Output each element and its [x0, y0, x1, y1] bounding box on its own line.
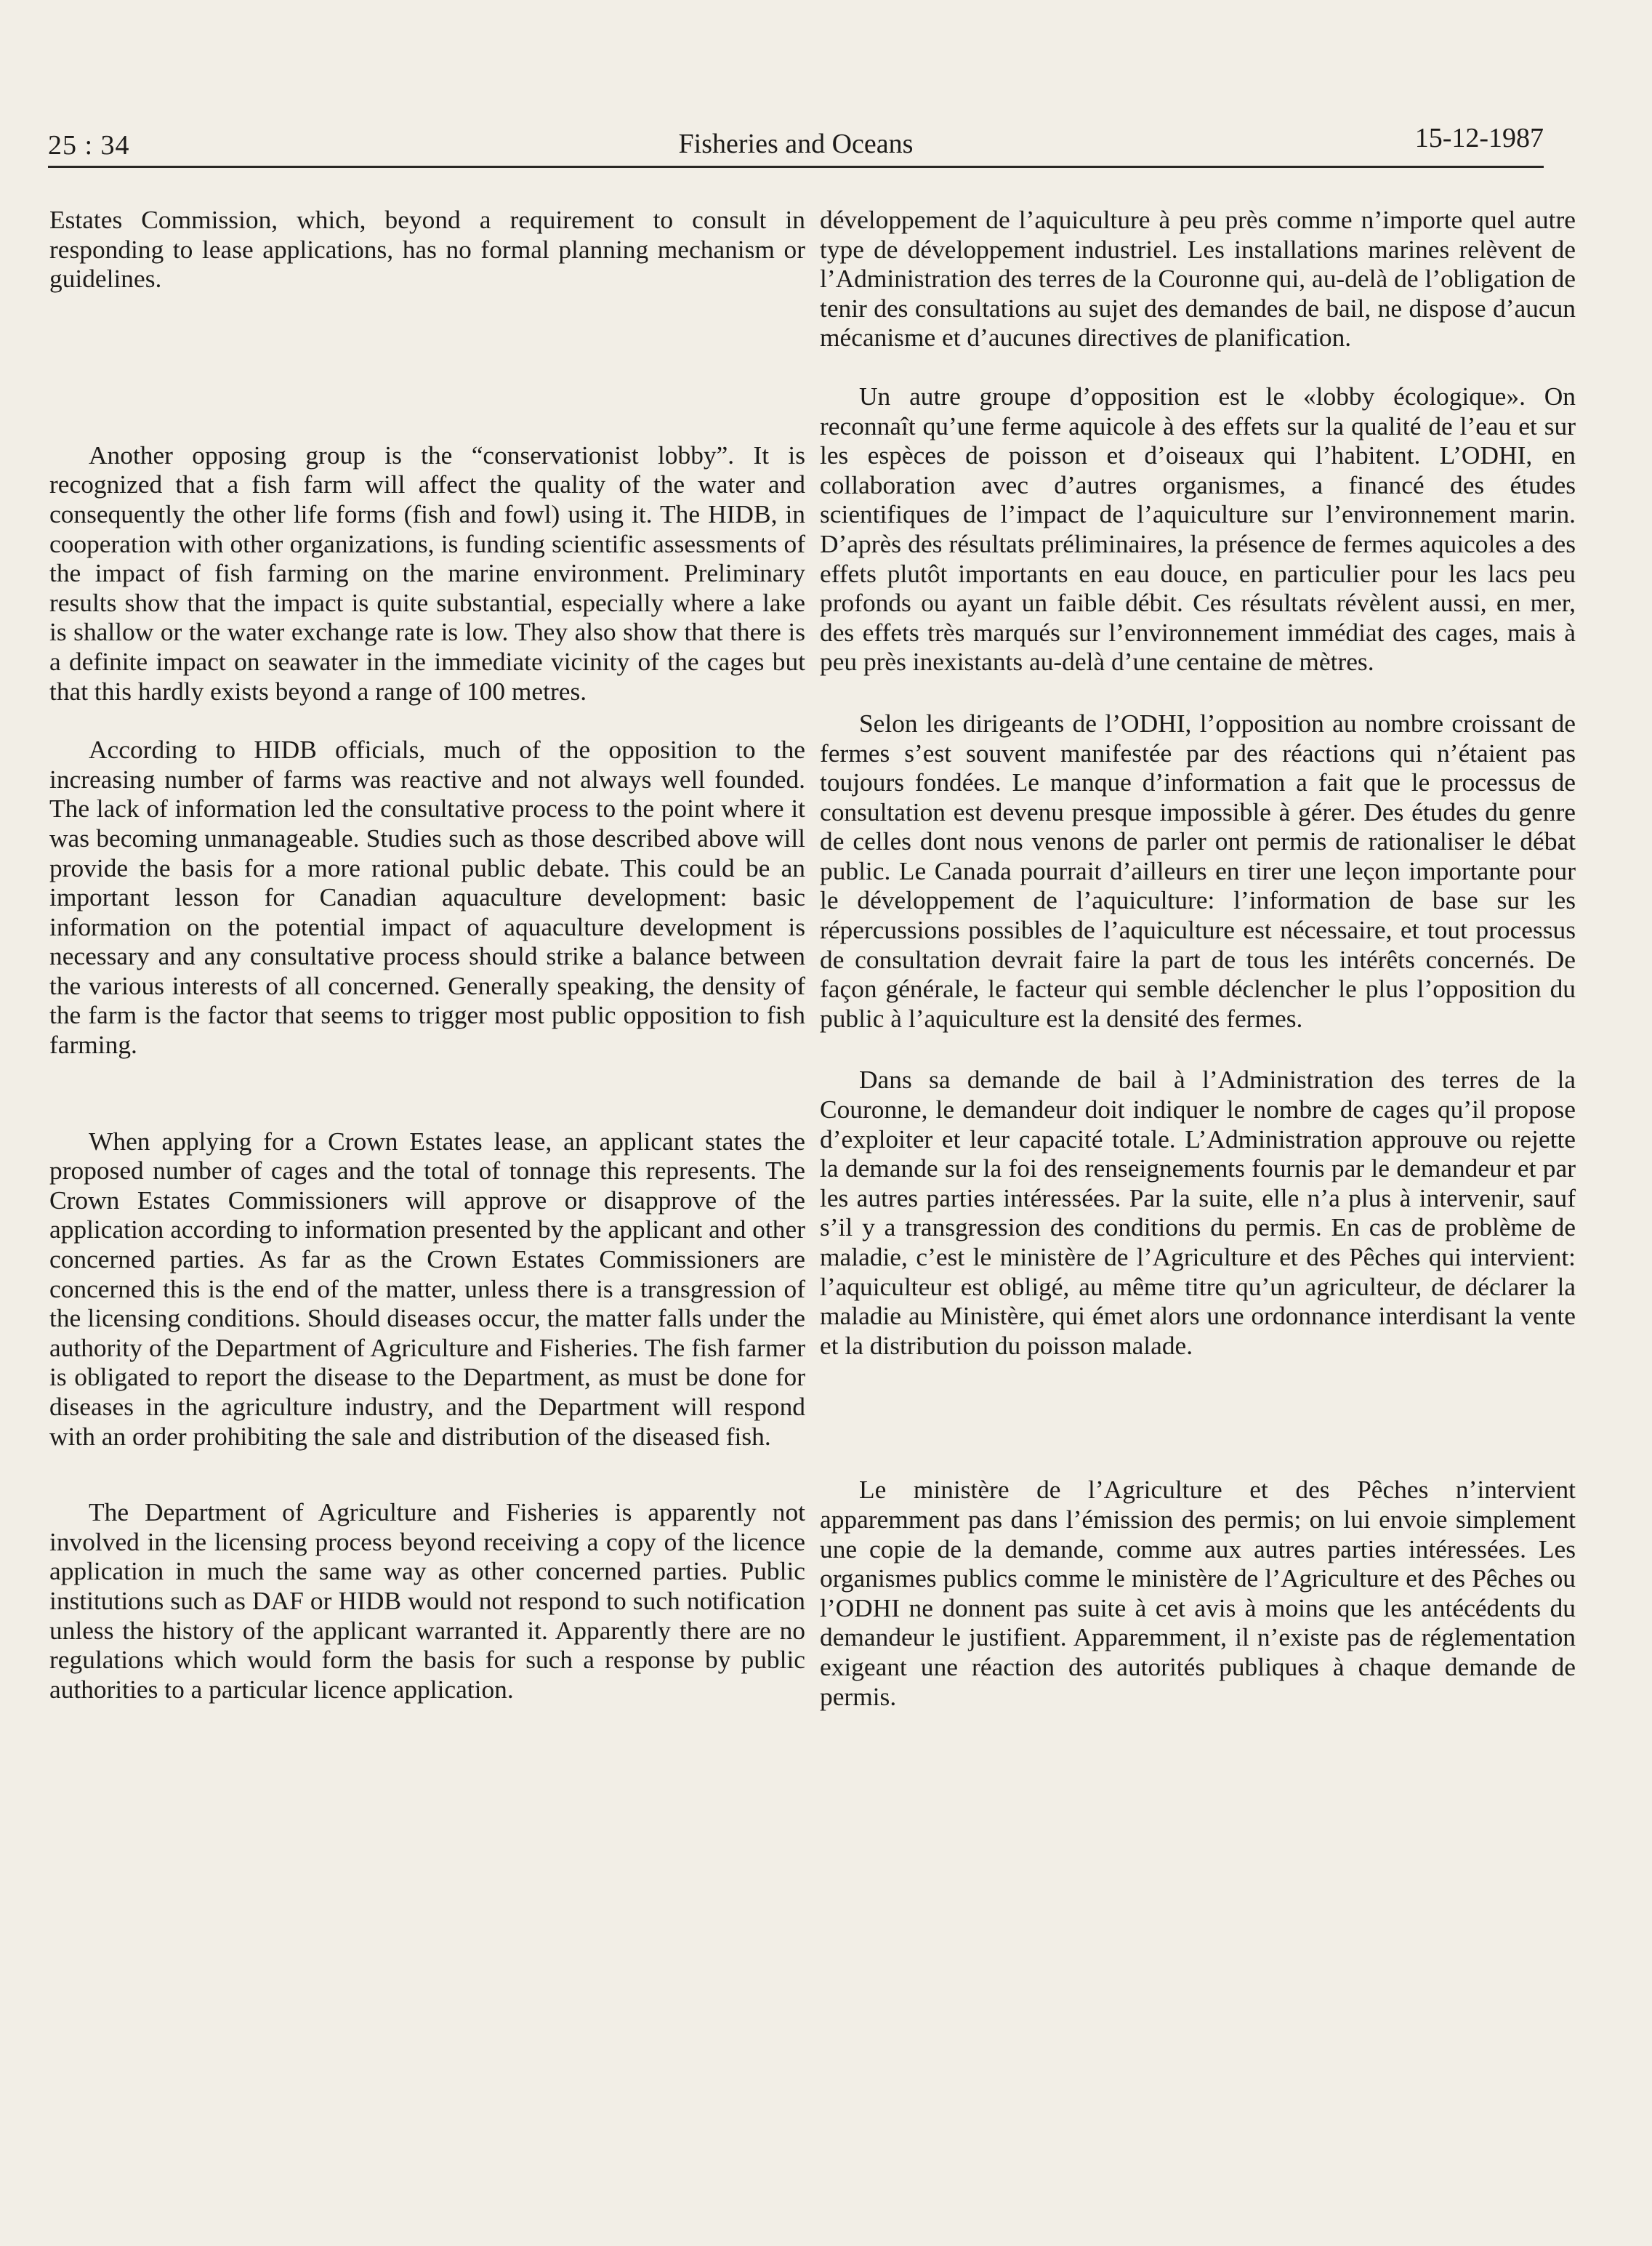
english-paragraph-3: According to HIDB officials, much of the opposition to the increasing number of farms was reactive and not always well founded. The lack of information led the consultative process to the point where it was becoming unmanageable. Studies such as those described above will provide the basis for a more rational public debate. This could be an important lesson for Canadian aquaculture development: basic information on the potential impact of aquaculture development is necessary and any consultative process should strike a balance between the various interests of all concerned. Generally speaking, the density of the farm is the factor that seems to trigger most public opposition to fish farming. [49, 735, 805, 1060]
french-paragraph-5: Le ministère de l’Agriculture et des Pêches n’intervient apparemment pas dans l’émission des permis; on lui envoie simplement une copie de la demande, comme aux autres parties intéressées. Les organismes publics comme le ministère de l’Agriculture et des Pêches ou l’ODHI ne donnent pas suite à cet avis à moins que les antécédents du demandeur le justifient. Apparemment, il n’existe pas de réglementation exigeant une réaction des autorités publiques à chaque demande de permis. [820, 1475, 1576, 1711]
french-paragraph-1: développement de l’aquiculture à peu près comme n’importe quel autre type de développement industriel. Les installations marines relèvent de l’Administration des terres de la Couronne qui, au-delà de l’obligation de tenir des consultations au sujet des demandes de bail, ne dispose d’aucun mécanisme et d’aucunes directives de planification. [820, 205, 1576, 353]
french-paragraph-4: Dans sa demande de bail à l’Administration des terres de la Couronne, le demandeur doit indiquer le nombre de cages qu’il propose d’exploiter et leur capacité totale. L’Administration approuve ou rejette la demande sur la foi des renseignements fournis par le demandeur et par les autres parties intéressées. Par la suite, elle n’a plus à intervenir, sauf s’il y a transgression des conditions du permis. En cas de problème de maladie, c’est le ministère de l’Agriculture et des Pêches qui intervient: l’aquiculteur est obligé, au même titre qu’un agriculteur, de déclarer la maladie au Ministère, qui émet alors une ordonnance interdisant la vente et la distribution du poisson malade. [820, 1065, 1576, 1360]
english-paragraph-4: When applying for a Crown Estates lease, an applicant states the proposed number of cages and the total of tonnage this represents. The Crown Estates Commissioners will approve or disapprove of the application according to information presented by the applicant and other concerned parties. As far as the Crown Estates Commissioners are concerned this is the end of the matter, unless there is a transgression of the licensing conditions. Should diseases occur, the matter falls under the authority of the Department of Agriculture and Fisheries. The fish farmer is obligated to report the disease to the Department, as must be done for diseases in the agriculture industry, and the Department will respond with an order prohibiting the sale and distribution of the diseased fish. [49, 1126, 805, 1451]
page-number: 25 : 34 [48, 130, 130, 161]
english-paragraph-1: Estates Commission, which, beyond a requirement to consult in responding to lease applications, has no formal planning mechanism or guidelines. [49, 205, 805, 294]
english-paragraph-5: The Department of Agriculture and Fisheries is apparently not involved in the licensing process beyond receiving a copy of the licence application in much the same way as other concerned parties. Public institutions such as DAF or HIDB would not respond to such notification unless the history of the applicant warranted it. Apparently there are no regulations which would form the basis for such a response by public authorities to a particular licence application. [49, 1497, 805, 1704]
header-rule [48, 166, 1544, 168]
english-column [49, 205, 805, 1704]
page-header [48, 122, 1544, 173]
french-column [820, 205, 1576, 1711]
french-paragraph-3: Selon les dirigeants de l’ODHI, l’opposition au nombre croissant de fermes s’est souvent manifestée par des réactions qui n’étaient pas toujours fondées. Le manque d’information a fait que le processus de consultation est devenu presque impossible à gérer. Des études du genre de celles dont nous venons de parler ont permis de rationaliser le débat public. Le Canada pourrait d’ailleurs en tirer une leçon importante pour le développement de l’aquiculture: l’information de base sur les répercussions possibles de l’aquiculture est nécessaire, et tout processus de consultation devrait faire la part de tous les intérêts concernés. De façon générale, le facteur qui semble déclencher le plus l’opposition du public à l’aquiculture est la densité des fermes. [820, 708, 1576, 1033]
header-date: 15-12-1987 [1414, 123, 1544, 153]
running-title: Fisheries and Oceans [678, 129, 914, 159]
english-paragraph-2: Another opposing group is the “conservationist lobby”. It is recognized that a fish farm will affect the quality of the water and consequently the other life forms (fish and fowl) using it. The HIDB, in cooperation with other organizations, is funding scientific assessments of the impact of fish farming on the marine environment. Preliminary results show that the impact is quite substantial, especially where a lake is shallow or the water exchange rate is low. They also show that there is a definite impact on seawater in the immediate vicinity of the cages but that this hardly exists beyond a range of 100 metres. [49, 440, 805, 706]
french-paragraph-2: Un autre groupe d’opposition est le «lobby écologique». On reconnaît qu’une ferme aquicole à des effets sur la qualité de l’eau et sur les espèces de poisson et d’oiseaux qui l’habitent. L’ODHI, en collaboration avec d’autres organismes, a financé des études scientifiques de l’impact de l’aquiculture sur l’environnement marin. D’après des résultats préliminaires, la présence de fermes aquicoles a des effets plutôt importants en eau douce, en particulier pour les lacs peu profonds ou ayant un faible débit. Ces résultats révèlent aussi, en mer, des effets très marqués sur l’environnement immédiat des cages, mais à peu près inexistants au-delà d’une centaine de mètres. [820, 381, 1576, 677]
